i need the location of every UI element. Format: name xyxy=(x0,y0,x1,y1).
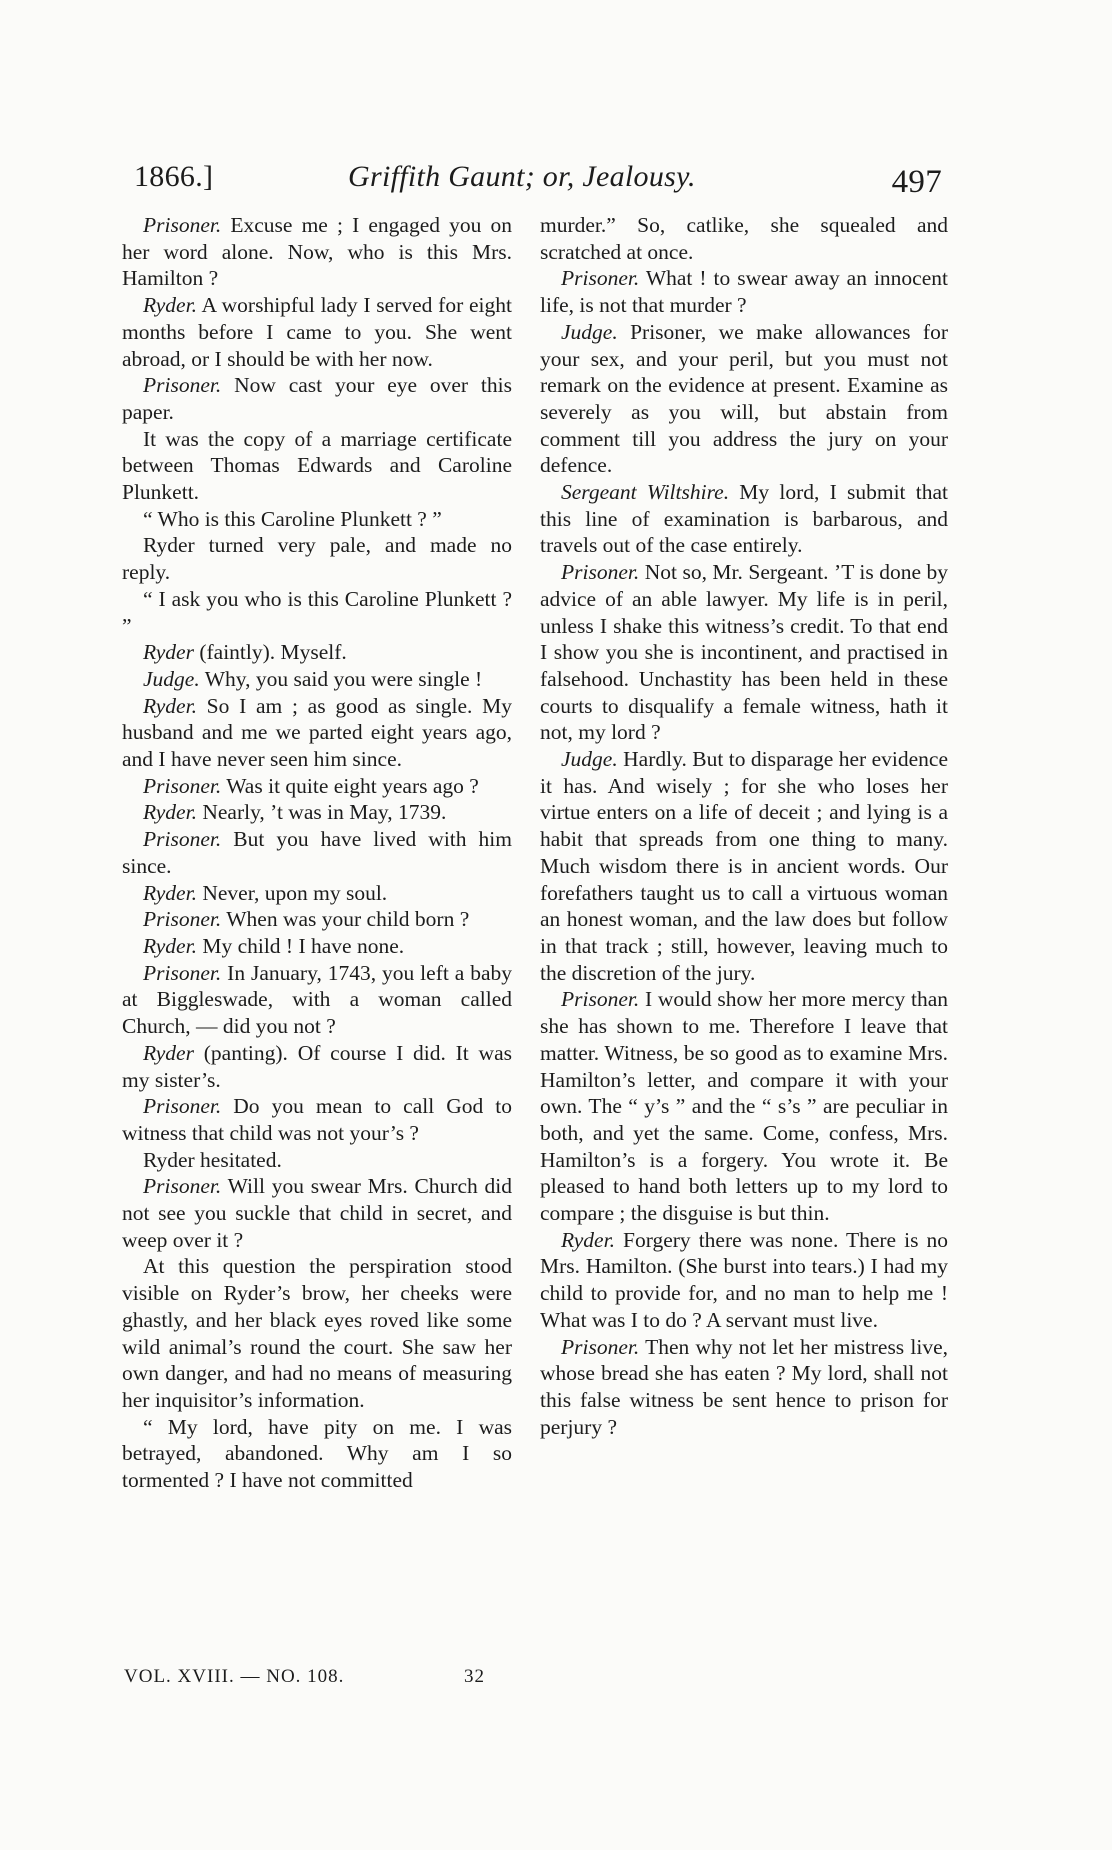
header-year: 1866.] xyxy=(134,160,214,193)
speaker-name: Sergeant Wiltshire. xyxy=(561,480,730,505)
paragraph-text: Forgery there was none. There is no Mrs. Hamilton. (She burst into tears.) I had my child to provide for, and no man to help me ! What was I to do ? A servant must live. xyxy=(540,1227,948,1332)
paragraph-text: Not so, Mr. Sergeant. ’T is done by advice of an able lawyer. My life is in peril, unless I shake this witness’s credit. To that end I show you she is incontinent, and practised in falsehood. Unchastity has been held in these courts to disqualify a female witness, hath it not, my lord ? xyxy=(540,560,948,745)
speaker-name: Prisoner. xyxy=(561,1334,640,1359)
speaker-name: Prisoner. xyxy=(143,373,222,398)
paragraph-text: Do you mean to call God to witness that child was not your’s ? xyxy=(122,1094,512,1145)
paragraph xyxy=(540,746,948,986)
paragraph xyxy=(122,799,512,826)
paragraph-text: (faintly). Myself. xyxy=(193,640,347,665)
paragraph-text: (panting). Of course I did. It was my sister’s. xyxy=(122,1040,512,1092)
paragraph-text: “ I ask you who is this Caroline Plunkett ? ” xyxy=(122,586,512,638)
speaker-name: Ryder. xyxy=(561,1227,615,1252)
paragraph xyxy=(540,559,948,746)
paragraph xyxy=(122,532,512,585)
speaker-name: Ryder. xyxy=(143,933,197,958)
paragraph xyxy=(122,960,512,1040)
speaker-name: Prisoner. xyxy=(561,266,640,291)
paragraph xyxy=(122,1253,512,1413)
paragraph-text: Nearly, ’t was in May, 1739. xyxy=(196,800,447,825)
speaker-name: Prisoner. xyxy=(143,907,222,932)
speaker-name: Ryder. xyxy=(143,293,197,318)
paragraph xyxy=(122,506,512,533)
speaker-name: Judge. xyxy=(143,666,200,691)
paragraph-text: “ Who is this Caroline Plunkett ? ” xyxy=(143,506,442,531)
volume-signature: VOL. XVIII. — NO. 108. xyxy=(124,1666,345,1687)
paragraph-text: Then why not let her mistress live, whose bread she has eaten ? My lord, shall not this false witness be sent hence to prison for perjury ? xyxy=(540,1334,948,1439)
paragraph xyxy=(122,773,512,800)
paragraph xyxy=(122,292,512,372)
paragraph-text: What ! to swear away an innocent life, is not that murder ? xyxy=(540,266,948,318)
paragraph xyxy=(122,693,512,773)
paragraph-text: A worshipful lady I served for eight months before I came to you. She went abroad, or I should be with her now. xyxy=(122,293,512,371)
paragraph xyxy=(122,1093,512,1146)
speaker-name: Judge. xyxy=(561,747,618,772)
speaker-name: Ryder. xyxy=(143,880,197,905)
paragraph xyxy=(540,986,948,1226)
paragraph-text: But you have lived with him since. xyxy=(122,827,512,878)
paragraph xyxy=(540,1227,948,1334)
speaker-name: Judge. xyxy=(561,319,618,344)
speaker-name: Prisoner. xyxy=(143,827,222,852)
sheet-number: 32 xyxy=(464,1666,485,1687)
speaker-name: Ryder xyxy=(143,1040,194,1065)
paragraph-text: My lord, I submit that this line of examination is barbarous, and travels out of the case entirely. xyxy=(540,480,948,558)
paragraph-text: Prisoner, we make allowances for your sex, and your peril, but you must not remark on the evidence at present. Examine as severely as you will, but abstain from comment till you address the jury on your defence. xyxy=(540,319,948,478)
paragraph-text: Now cast your eye over this paper. xyxy=(122,373,512,424)
paragraph xyxy=(540,212,948,265)
paragraph-text: At this question the perspiration stood visible on Ryder’s brow, her cheeks were ghastly, and her black eyes roved like some wild animal’s round the court. She saw her own danger, and had no means of measuring her inquisitor’s information. xyxy=(122,1254,512,1412)
paragraph xyxy=(122,906,512,933)
paragraph-text: So I am ; as good as single. My husband and me we parted eight years ago, and I have never seen him since. xyxy=(122,693,512,772)
speaker-name: Prisoner. xyxy=(143,1174,222,1199)
paragraph xyxy=(122,1173,512,1253)
paragraph xyxy=(540,319,948,479)
right-column xyxy=(540,212,948,1440)
speaker-name: Prisoner. xyxy=(561,560,640,585)
speaker-name: Ryder xyxy=(143,640,194,665)
paragraph-text: Hardly. But to disparage her evidence it has. And wisely ; for she who loses her virtue enters on a life of deceit ; and lying is a habit that spreads from one thing to many. Much wisdom there is in ancient words. Our forefathers taught us to call a virtuous woman an honest woman, and the law does but follow in that track ; still, however, leaving much to the discretion of the jury. xyxy=(540,747,948,985)
paragraph-text: It was the copy of a marriage certificate between Thomas Edwards and Caroline Plunkett. xyxy=(122,426,512,505)
paragraph-text: Ryder turned very pale, and made no reply. xyxy=(122,533,512,585)
paragraph xyxy=(122,880,512,907)
paragraph xyxy=(122,1414,512,1494)
speaker-name: Ryder. xyxy=(143,693,197,718)
paragraph xyxy=(122,826,512,879)
paragraph-text: Was it quite eight years ago ? xyxy=(221,773,479,798)
paragraph xyxy=(122,933,512,960)
left-column xyxy=(122,212,512,1494)
paragraph xyxy=(122,1147,512,1174)
speaker-name: Prisoner. xyxy=(143,213,222,237)
speaker-name: Prisoner. xyxy=(143,960,222,985)
paragraph-text: “ My lord, have pity on me. I was betrayed, abandoned. Why am I so tormented ? I have not committed xyxy=(122,1414,512,1493)
speaker-name: Prisoner. xyxy=(561,987,640,1012)
speaker-name: Ryder. xyxy=(143,800,197,825)
paragraph-text: Ryder hesitated. xyxy=(143,1147,282,1172)
paragraph-text: I would show her more mercy than she has shown to me. Therefore I leave that matter. Witness, be so good as to examine Mrs. Hamilton’s letter, and compare it with your own. The “ y’s ” and the “ s’s ” are peculiar in both, and yet the same. Come, confess, Mrs. Hamilton’s is a forgery. You wrote it. Be pleased to hand both letters up to my lord to compare ; the disguise is but thin. xyxy=(540,987,948,1226)
paragraph xyxy=(122,426,512,506)
speaker-name: Prisoner. xyxy=(143,773,222,798)
paragraph xyxy=(122,586,512,639)
speaker-name: Prisoner. xyxy=(143,1094,222,1119)
paragraph-text: Excuse me ; I engaged you on her word alone. Now, who is this Mrs. Hamilton ? xyxy=(122,213,512,291)
paragraph xyxy=(122,212,512,292)
paragraph-text: Will you swear Mrs. Church did not see you suckle that child in secret, and weep over it ? xyxy=(122,1174,512,1252)
running-header xyxy=(134,158,948,210)
paragraph xyxy=(122,666,512,693)
paragraph-text: When was your child born ? xyxy=(221,907,470,932)
paragraph-text: Why, you said you were single ! xyxy=(199,666,483,691)
paragraph-text: In January, 1743, you left a baby at Biggleswade, with a woman called Church, — did you not ? xyxy=(122,960,512,1039)
paragraph xyxy=(540,1334,948,1441)
paragraph xyxy=(122,372,512,425)
page-number: 497 xyxy=(891,164,942,200)
header-title: Griffith Gaunt; or, Jealousy. xyxy=(348,160,696,193)
paragraph-text: Never, upon my soul. xyxy=(196,880,388,905)
paragraph xyxy=(122,1040,512,1093)
paragraph-text: My child ! I have none. xyxy=(196,933,405,958)
paragraph xyxy=(540,265,948,318)
paragraph-text: murder.” So, catlike, she squealed and scratched at once. xyxy=(540,213,948,264)
paragraph xyxy=(540,479,948,559)
paragraph xyxy=(122,639,512,666)
